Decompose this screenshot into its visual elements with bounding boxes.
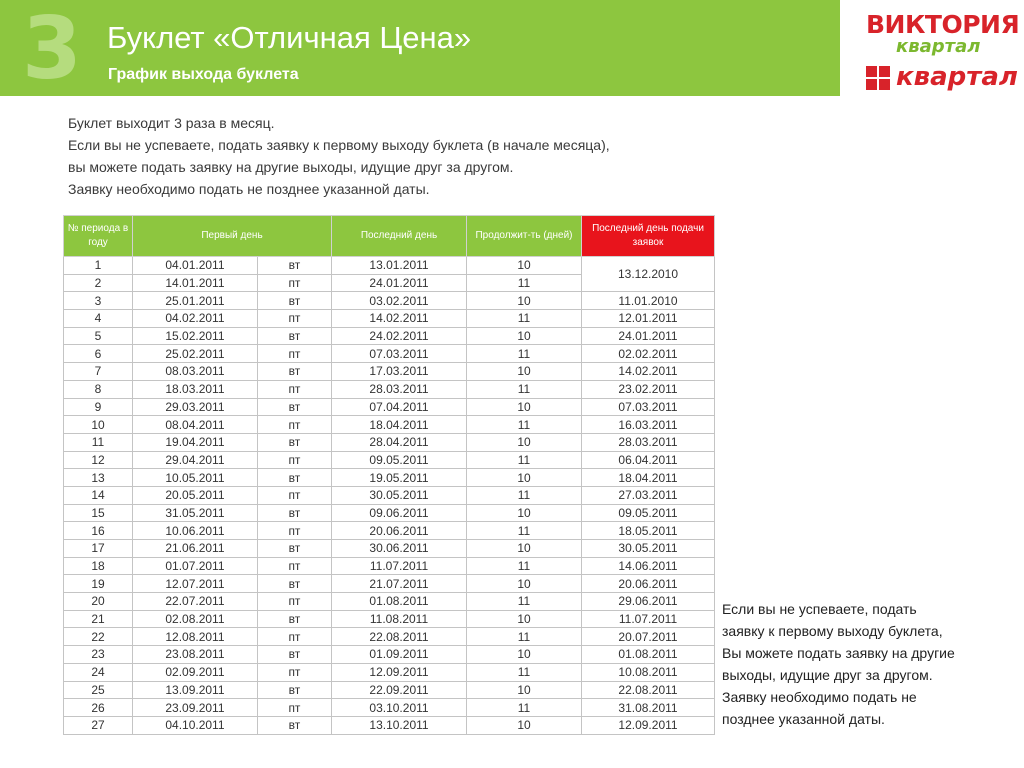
cell-weekday: вт (257, 469, 331, 487)
cell-last-day: 07.03.2011 (332, 345, 467, 363)
cell-last-day: 13.10.2011 (332, 716, 467, 734)
header-first-day: Первый день (133, 216, 332, 257)
cell-period: 5 (64, 327, 133, 345)
cell-deadline: 11.01.2010 (582, 292, 715, 310)
cell-period: 18 (64, 557, 133, 575)
cell-duration: 10 (467, 504, 582, 522)
cell-weekday: пт (257, 274, 331, 292)
cell-first-day: 04.01.2011 (133, 257, 258, 275)
cell-deadline: 16.03.2011 (582, 416, 715, 434)
header-period: № периода в году (64, 216, 133, 257)
cell-period: 25 (64, 681, 133, 699)
cell-period: 11 (64, 433, 133, 451)
cell-period: 12 (64, 451, 133, 469)
viktoria-kvartal-logo (866, 10, 1020, 58)
cell-deadline: 09.05.2011 (582, 504, 715, 522)
logo-kvartal-text-2: квартал (896, 62, 1018, 92)
cell-weekday: вт (257, 540, 331, 558)
logo-viktoria-text: ВИКТОРИЯ (866, 10, 1020, 39)
cell-first-day: 23.09.2011 (133, 699, 258, 717)
header-last-day: Последний день (332, 216, 467, 257)
cell-first-day: 01.07.2011 (133, 557, 258, 575)
header-deadline: Последний день подачи заявок (582, 216, 715, 257)
cell-period: 27 (64, 716, 133, 734)
table-row (64, 628, 715, 646)
cell-weekday: вт (257, 398, 331, 416)
cell-deadline: 20.06.2011 (582, 575, 715, 593)
cell-duration: 11 (467, 522, 582, 540)
cell-weekday: пт (257, 522, 331, 540)
cell-first-day: 04.10.2011 (133, 716, 258, 734)
table-row (64, 681, 715, 699)
cell-first-day: 04.02.2011 (133, 310, 258, 328)
cell-duration: 11 (467, 557, 582, 575)
cell-weekday: вт (257, 716, 331, 734)
cell-duration: 11 (467, 416, 582, 434)
cell-last-day: 03.02.2011 (332, 292, 467, 310)
header-banner (0, 0, 840, 99)
cell-duration: 10 (467, 610, 582, 628)
cell-first-day: 12.07.2011 (133, 575, 258, 593)
cell-weekday: вт (257, 575, 331, 593)
intro-line: Заявку необходимо подать не позднее указанной даты. (68, 181, 430, 197)
cell-weekday: пт (257, 486, 331, 504)
cell-period: 6 (64, 345, 133, 363)
cell-first-day: 10.06.2011 (133, 522, 258, 540)
table-row (64, 593, 715, 611)
cell-period: 4 (64, 310, 133, 328)
cell-last-day: 09.05.2011 (332, 451, 467, 469)
cell-weekday: вт (257, 681, 331, 699)
cell-last-day: 12.09.2011 (332, 663, 467, 681)
schedule-table (63, 215, 715, 735)
cell-first-day: 18.03.2011 (133, 380, 258, 398)
cell-last-day: 24.02.2011 (332, 327, 467, 345)
intro-text (68, 112, 610, 200)
cell-duration: 11 (467, 699, 582, 717)
table-header-row (64, 216, 715, 257)
cell-first-day: 02.09.2011 (133, 663, 258, 681)
cell-duration: 11 (467, 663, 582, 681)
cell-deadline: 01.08.2011 (582, 646, 715, 664)
cell-deadline: 12.09.2011 (582, 716, 715, 734)
cell-deadline: 30.05.2011 (582, 540, 715, 558)
cell-period: 26 (64, 699, 133, 717)
cell-deadline: 18.04.2011 (582, 469, 715, 487)
table-row (64, 663, 715, 681)
cell-first-day: 21.06.2011 (133, 540, 258, 558)
cell-weekday: вт (257, 257, 331, 275)
cell-deadline: 31.08.2011 (582, 699, 715, 717)
table-row (64, 257, 715, 275)
cell-last-day: 18.04.2011 (332, 416, 467, 434)
cell-first-day: 19.04.2011 (133, 433, 258, 451)
table-row (64, 292, 715, 310)
cell-last-day: 03.10.2011 (332, 699, 467, 717)
cell-deadline: 24.01.2011 (582, 327, 715, 345)
cell-last-day: 30.05.2011 (332, 486, 467, 504)
cell-last-day: 24.01.2011 (332, 274, 467, 292)
cell-first-day: 23.08.2011 (133, 646, 258, 664)
cell-first-day: 25.01.2011 (133, 292, 258, 310)
cell-deadline: 02.02.2011 (582, 345, 715, 363)
cell-deadline: 13.12.2010 (582, 257, 715, 292)
cell-last-day: 22.08.2011 (332, 628, 467, 646)
table-row (64, 380, 715, 398)
cell-weekday: пт (257, 451, 331, 469)
cell-duration: 10 (467, 327, 582, 345)
cell-period: 21 (64, 610, 133, 628)
cell-last-day: 07.04.2011 (332, 398, 467, 416)
cell-period: 1 (64, 257, 133, 275)
cell-weekday: вт (257, 504, 331, 522)
cell-duration: 10 (467, 540, 582, 558)
cell-deadline: 10.08.2011 (582, 663, 715, 681)
cell-period: 23 (64, 646, 133, 664)
table-row (64, 610, 715, 628)
cell-last-day: 11.07.2011 (332, 557, 467, 575)
cell-first-day: 10.05.2011 (133, 469, 258, 487)
table-row (64, 575, 715, 593)
cell-period: 2 (64, 274, 133, 292)
cell-weekday: вт (257, 433, 331, 451)
cell-deadline: 11.07.2011 (582, 610, 715, 628)
cell-duration: 11 (467, 345, 582, 363)
table-row (64, 486, 715, 504)
cell-first-day: 02.08.2011 (133, 610, 258, 628)
table-row (64, 327, 715, 345)
table-row (64, 716, 715, 734)
cell-duration: 10 (467, 257, 582, 275)
cell-last-day: 20.06.2011 (332, 522, 467, 540)
cell-duration: 10 (467, 469, 582, 487)
cell-period: 22 (64, 628, 133, 646)
cell-period: 15 (64, 504, 133, 522)
cell-last-day: 09.06.2011 (332, 504, 467, 522)
cell-period: 13 (64, 469, 133, 487)
cell-last-day: 01.08.2011 (332, 593, 467, 611)
cell-duration: 10 (467, 716, 582, 734)
table-row (64, 310, 715, 328)
cell-deadline: 06.04.2011 (582, 451, 715, 469)
cell-deadline: 12.01.2011 (582, 310, 715, 328)
cell-first-day: 22.07.2011 (133, 593, 258, 611)
intro-line: Буклет выходит 3 раза в месяц. (68, 115, 275, 131)
cell-last-day: 19.05.2011 (332, 469, 467, 487)
cell-duration: 10 (467, 681, 582, 699)
cell-first-day: 25.02.2011 (133, 345, 258, 363)
cell-first-day: 15.02.2011 (133, 327, 258, 345)
side-note: Если вы не успеваете, подать заявку к первому выходу буклета, Вы можете подать заявку на другие выходы, идущие друг за другом. Заявку необходимо подать не позднее указанной даты. (722, 601, 955, 727)
cell-period: 16 (64, 522, 133, 540)
table-row (64, 345, 715, 363)
cell-last-day: 30.06.2011 (332, 540, 467, 558)
logo-kvartal-text: квартал (896, 36, 981, 57)
cell-first-day: 31.05.2011 (133, 504, 258, 522)
table-row (64, 540, 715, 558)
table-row (64, 416, 715, 434)
cell-deadline: 20.07.2011 (582, 628, 715, 646)
cell-deadline: 23.02.2011 (582, 380, 715, 398)
cell-duration: 11 (467, 274, 582, 292)
cell-first-day: 13.09.2011 (133, 681, 258, 699)
cell-first-day: 29.03.2011 (133, 398, 258, 416)
cell-duration: 11 (467, 380, 582, 398)
cell-weekday: пт (257, 345, 331, 363)
intro-line: Если вы не успеваете, подать заявку к первому выходу буклета (в начале месяца), (68, 137, 610, 153)
table-row (64, 451, 715, 469)
cell-last-day: 28.04.2011 (332, 433, 467, 451)
cell-weekday: вт (257, 292, 331, 310)
cell-duration: 10 (467, 575, 582, 593)
cell-last-day: 13.01.2011 (332, 257, 467, 275)
cell-deadline: 27.03.2011 (582, 486, 715, 504)
cell-period: 8 (64, 380, 133, 398)
cell-period: 14 (64, 486, 133, 504)
cell-weekday: пт (257, 380, 331, 398)
cell-weekday: пт (257, 557, 331, 575)
cell-first-day: 08.03.2011 (133, 363, 258, 381)
cell-period: 7 (64, 363, 133, 381)
table-row (64, 363, 715, 381)
cell-duration: 11 (467, 593, 582, 611)
cell-period: 24 (64, 663, 133, 681)
page-subtitle: График выхода буклета (108, 66, 299, 83)
cell-duration: 11 (467, 486, 582, 504)
table-row (64, 557, 715, 575)
cell-last-day: 14.02.2011 (332, 310, 467, 328)
table-row (64, 646, 715, 664)
cell-duration: 11 (467, 451, 582, 469)
cell-last-day: 21.07.2011 (332, 575, 467, 593)
cell-period: 3 (64, 292, 133, 310)
cell-last-day: 01.09.2011 (332, 646, 467, 664)
section-number: 3 (22, 0, 82, 99)
cell-period: 20 (64, 593, 133, 611)
cell-period: 19 (64, 575, 133, 593)
page-title: Буклет «Отличная Цена» (107, 20, 472, 55)
kvartal-square-icon (866, 66, 890, 90)
cell-first-day: 20.05.2011 (133, 486, 258, 504)
cell-first-day: 29.04.2011 (133, 451, 258, 469)
cell-first-day: 12.08.2011 (133, 628, 258, 646)
cell-weekday: вт (257, 610, 331, 628)
cell-weekday: пт (257, 663, 331, 681)
table-row (64, 504, 715, 522)
cell-duration: 10 (467, 363, 582, 381)
table-row (64, 469, 715, 487)
table-row (64, 522, 715, 540)
cell-period: 10 (64, 416, 133, 434)
cell-last-day: 11.08.2011 (332, 610, 467, 628)
cell-duration: 11 (467, 310, 582, 328)
cell-last-day: 22.09.2011 (332, 681, 467, 699)
cell-duration: 10 (467, 646, 582, 664)
cell-last-day: 28.03.2011 (332, 380, 467, 398)
table-row (64, 699, 715, 717)
cell-weekday: пт (257, 416, 331, 434)
cell-deadline: 28.03.2011 (582, 433, 715, 451)
cell-deadline: 14.02.2011 (582, 363, 715, 381)
cell-last-day: 17.03.2011 (332, 363, 467, 381)
cell-period: 17 (64, 540, 133, 558)
cell-deadline: 22.08.2011 (582, 681, 715, 699)
table-row (64, 433, 715, 451)
cell-duration: 10 (467, 398, 582, 416)
table-row (64, 398, 715, 416)
cell-deadline: 14.06.2011 (582, 557, 715, 575)
cell-duration: 10 (467, 292, 582, 310)
intro-line: вы можете подать заявку на другие выходы, идущие друг за другом. (68, 159, 514, 175)
cell-period: 9 (64, 398, 133, 416)
cell-first-day: 14.01.2011 (133, 274, 258, 292)
cell-weekday: пт (257, 310, 331, 328)
cell-weekday: вт (257, 646, 331, 664)
cell-duration: 10 (467, 433, 582, 451)
cell-weekday: вт (257, 363, 331, 381)
cell-weekday: вт (257, 327, 331, 345)
cell-deadline: 07.03.2011 (582, 398, 715, 416)
cell-duration: 11 (467, 628, 582, 646)
cell-weekday: пт (257, 593, 331, 611)
cell-weekday: пт (257, 699, 331, 717)
cell-weekday: пт (257, 628, 331, 646)
header-duration: Продолжит-ть (дней) (467, 216, 582, 257)
cell-deadline: 18.05.2011 (582, 522, 715, 540)
cell-first-day: 08.04.2011 (133, 416, 258, 434)
kvartal-logo (866, 62, 1018, 96)
cell-deadline: 29.06.2011 (582, 593, 715, 611)
